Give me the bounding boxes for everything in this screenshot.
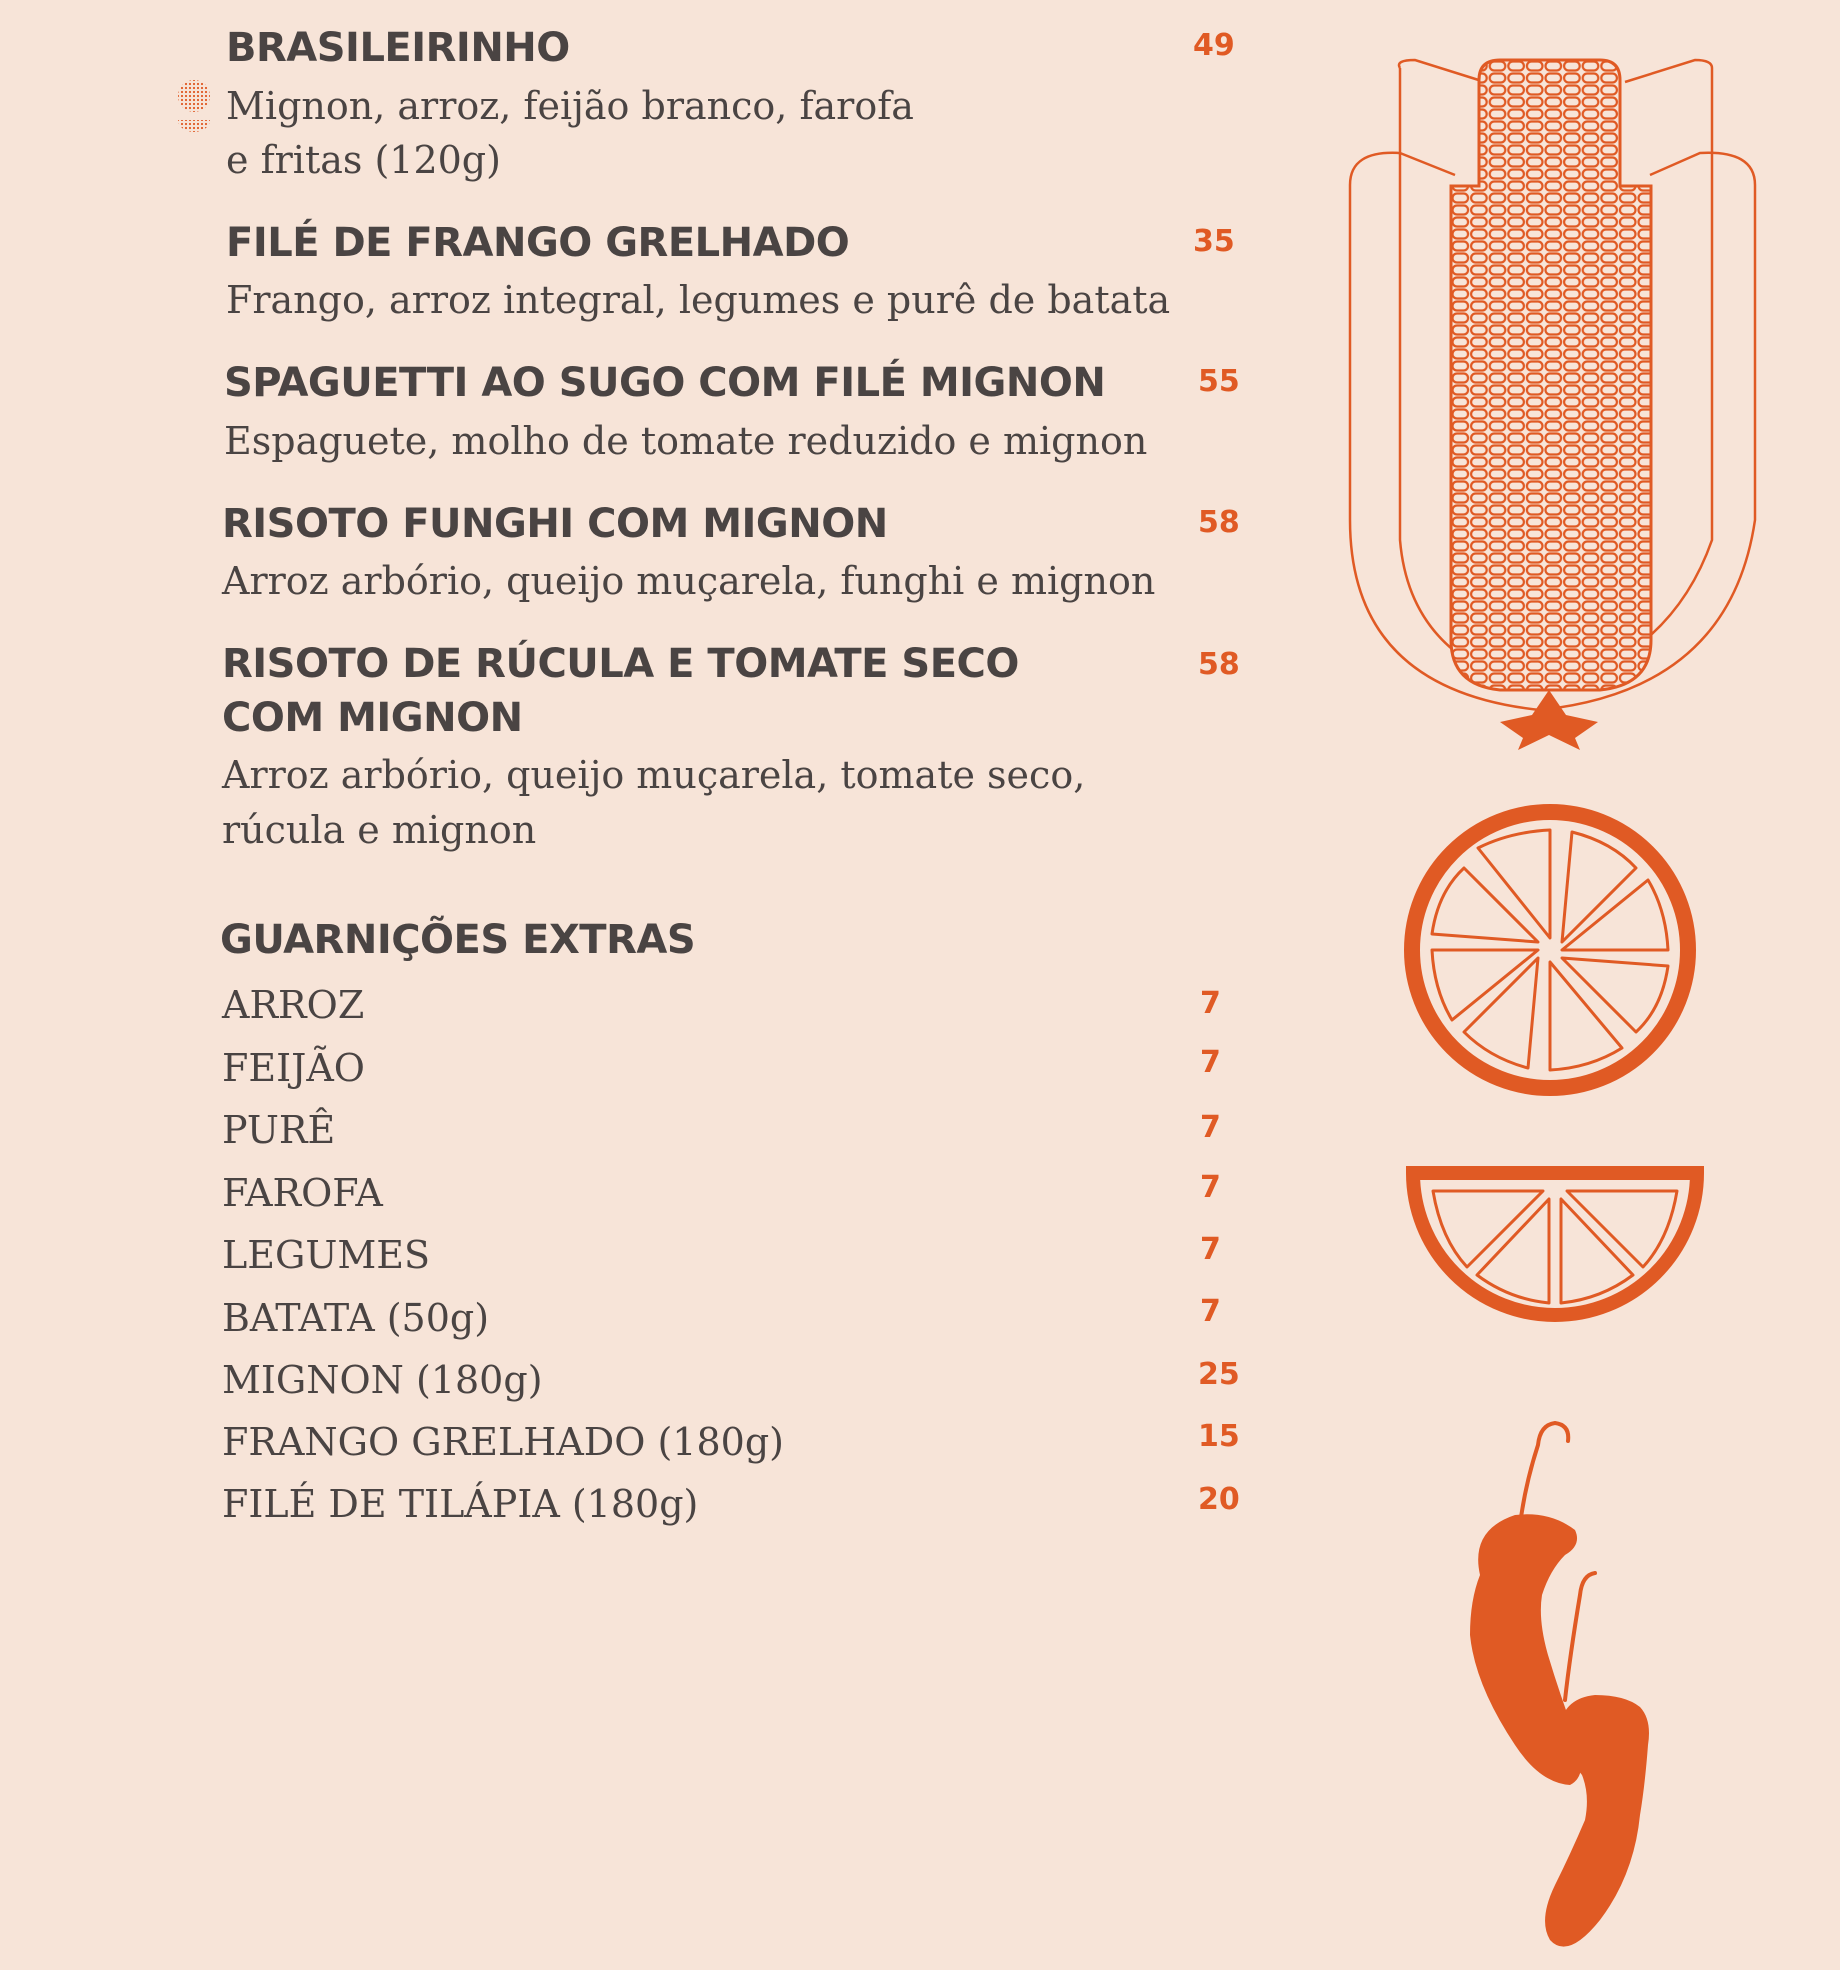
dish-price-risoto-rucula: 58 [1198, 647, 1240, 682]
extra-item: MIGNON (180g) [222, 1358, 543, 1402]
extras-section-title: GUARNIÇÕES EXTRAS [220, 917, 696, 963]
extra-price: 7 [1200, 1170, 1221, 1205]
dish-price-risoto-funghi: 58 [1198, 505, 1240, 540]
orange-half-slice-icon [1405, 1165, 1705, 1325]
dish-price-spaguetti: 55 [1198, 364, 1240, 399]
dish-title-risoto-rucula: RISOTO DE RÚCULA E TOMATE SECO [222, 641, 1019, 687]
dish-desc-line: e fritas (120g) [226, 138, 501, 182]
extra-price: 7 [1200, 1045, 1221, 1080]
dish-title-file-de-frango: FILÉ DE FRANGO GRELHADO [226, 220, 850, 266]
extra-price: 7 [1200, 986, 1221, 1021]
extra-item: LEGUMES [222, 1233, 431, 1277]
dish-desc-line: Espaguete, molho de tomate reduzido e mignon [224, 419, 1148, 463]
extra-item: PURÊ [222, 1108, 336, 1152]
extra-price: 15 [1198, 1419, 1240, 1454]
extra-item: BATATA (50g) [222, 1296, 490, 1340]
extra-item: FRANGO GRELHADO (180g) [222, 1420, 784, 1464]
dish-title-risoto-rucula-line2: COM MIGNON [222, 695, 523, 741]
menu-marker-icon [172, 78, 212, 138]
dish-title-brasileirinho: BRASILEIRINHO [226, 25, 570, 71]
corn-icon [1345, 50, 1765, 750]
extra-item: ARROZ [222, 983, 365, 1027]
extra-price: 7 [1200, 1110, 1221, 1145]
extra-price: 20 [1198, 1482, 1240, 1517]
dish-title-spaguetti: SPAGUETTI AO SUGO COM FILÉ MIGNON [224, 360, 1106, 406]
dish-desc-line: Mignon, arroz, feijão branco, farofa [226, 84, 914, 128]
orange-slice-icon [1400, 800, 1700, 1100]
extra-price: 25 [1198, 1357, 1240, 1392]
dish-desc-line: Arroz arbório, queijo muçarela, tomate seco, [222, 753, 1086, 797]
extra-item: FEIJÃO [222, 1046, 365, 1090]
dish-price-file-de-frango: 35 [1193, 224, 1235, 259]
dish-desc-line: Arroz arbório, queijo muçarela, funghi e mignon [222, 559, 1156, 603]
extra-item: FILÉ DE TILÁPIA (180g) [222, 1482, 699, 1526]
extra-price: 7 [1200, 1232, 1221, 1267]
dish-title-risoto-funghi: RISOTO FUNGHI COM MIGNON [222, 501, 888, 547]
dish-desc-line: Frango, arroz integral, legumes e purê de batata [226, 278, 1171, 322]
extra-item: FAROFA [222, 1171, 383, 1215]
dish-desc-line: rúcula e mignon [222, 808, 537, 852]
chili-peppers-icon [1420, 1415, 1720, 1955]
extra-price: 7 [1200, 1294, 1221, 1329]
dish-price-brasileirinho: 49 [1193, 28, 1235, 63]
